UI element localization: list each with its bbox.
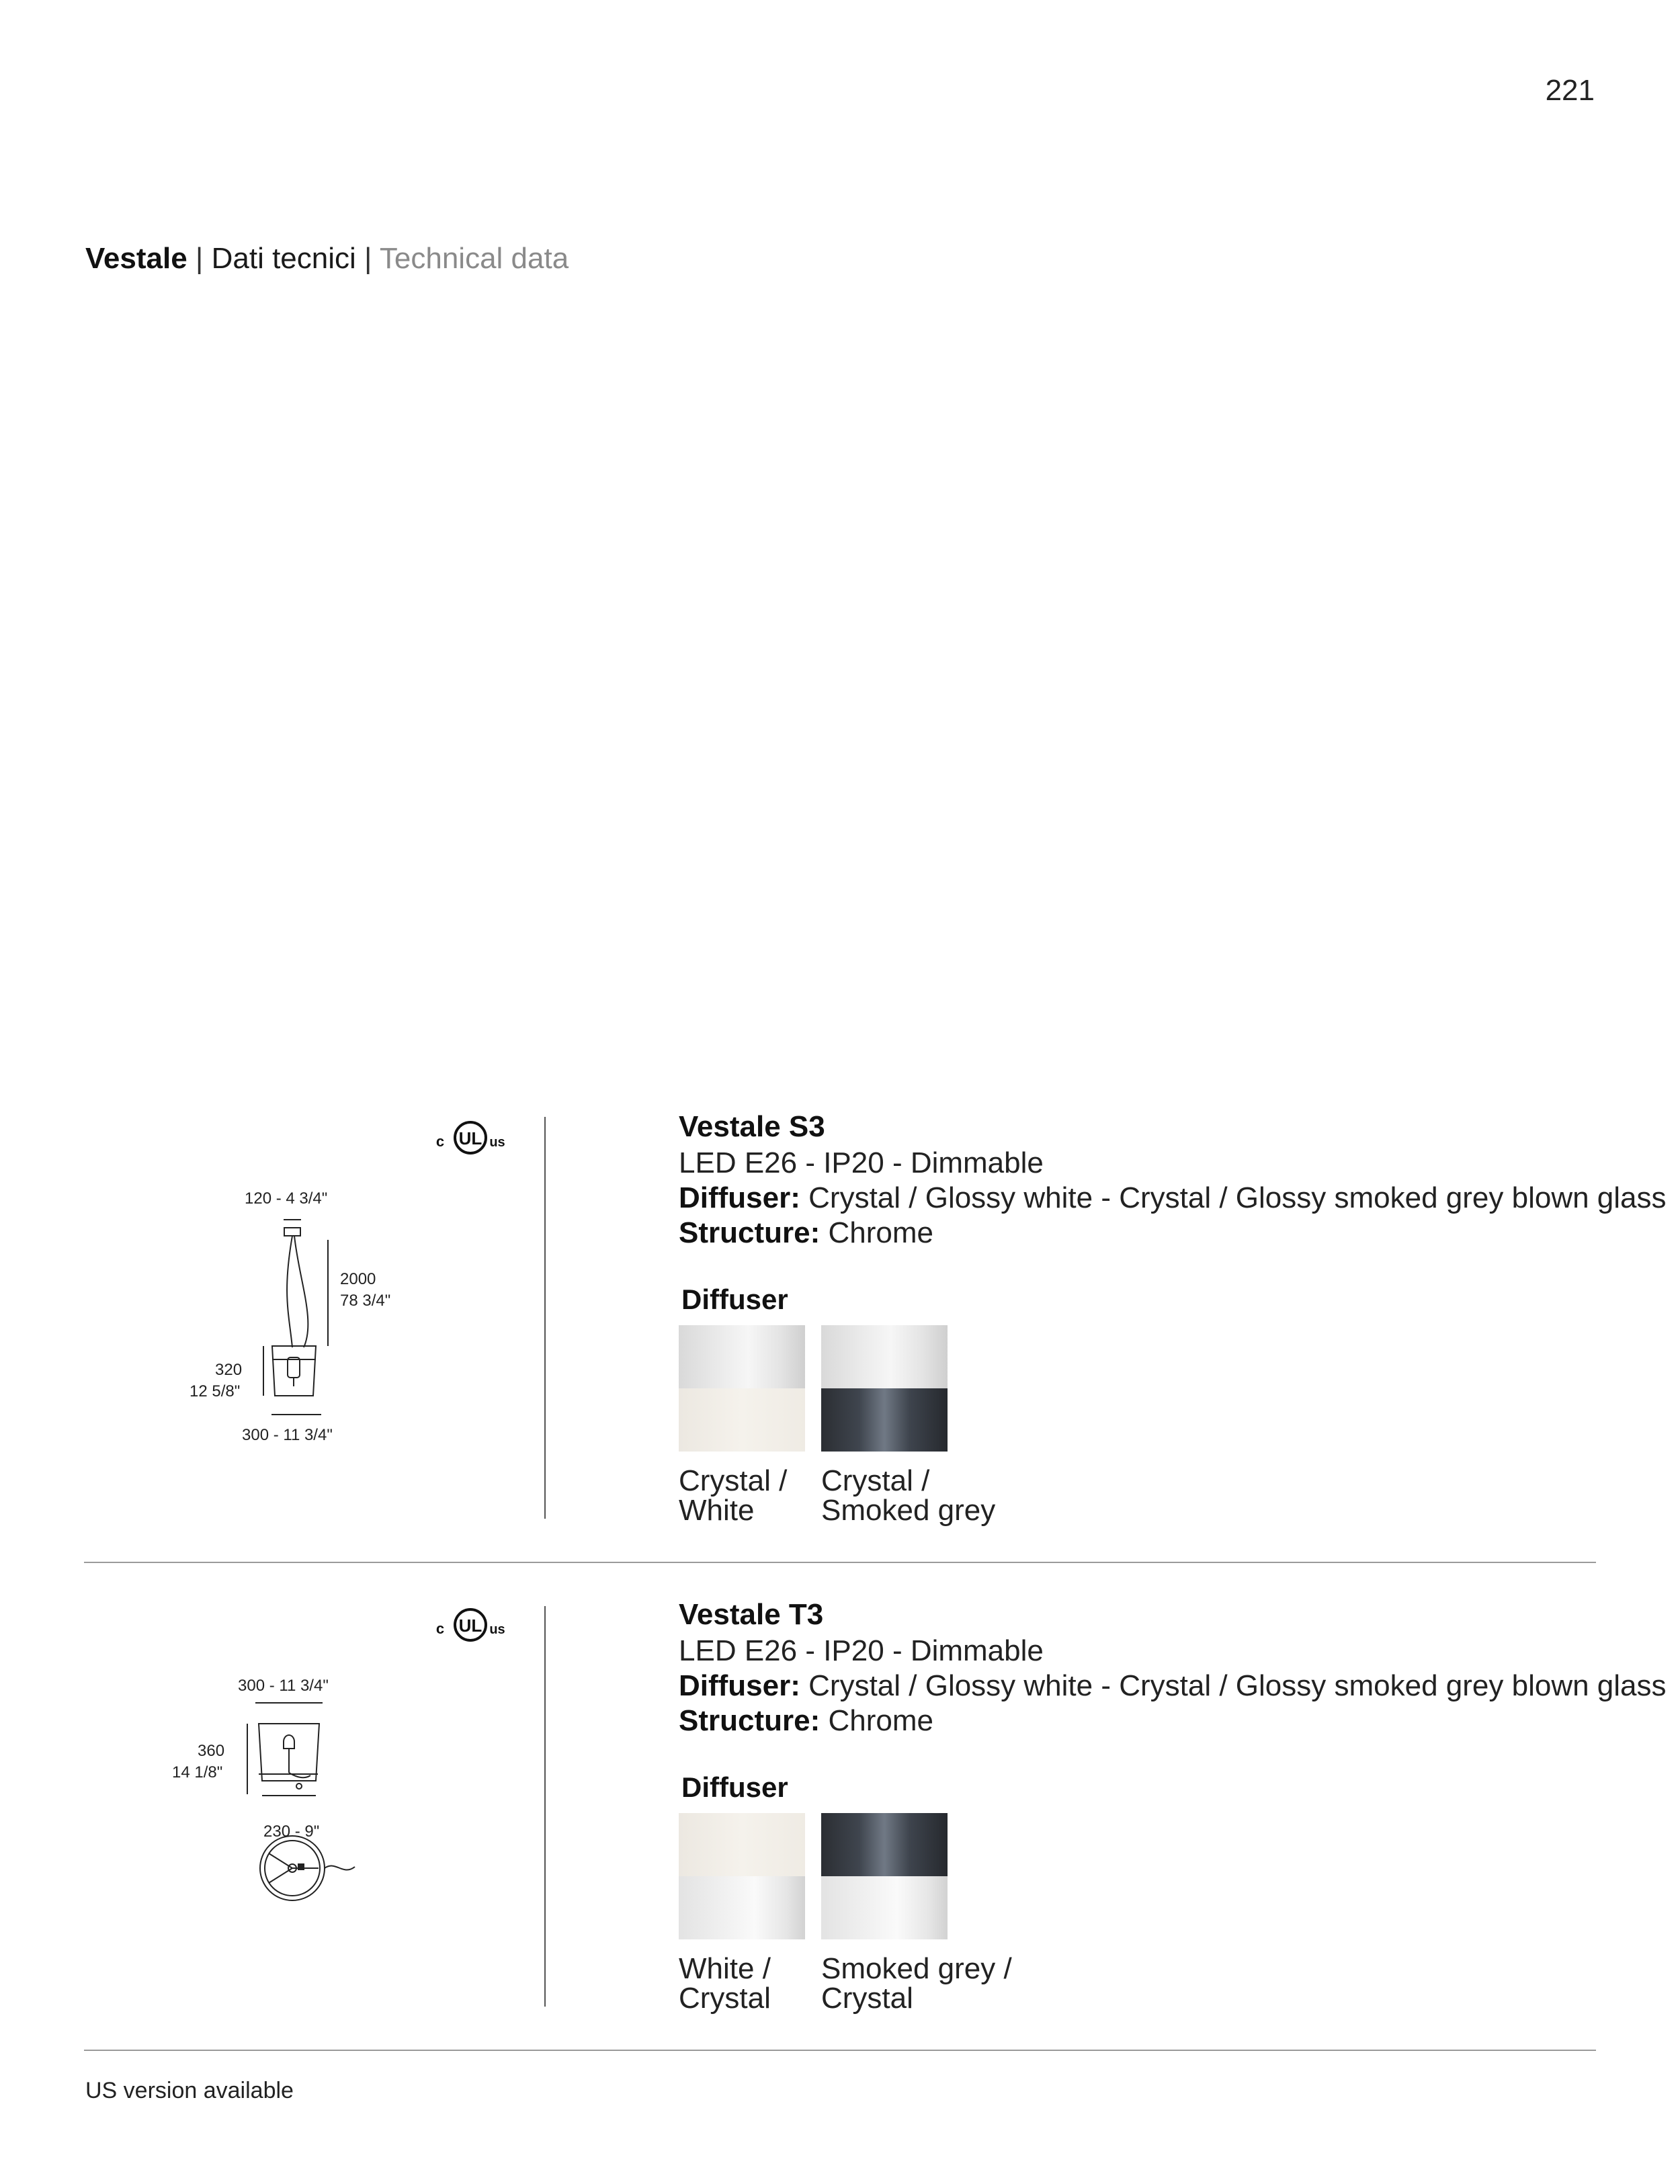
ul-mark-text: UL	[458, 1128, 482, 1148]
page-number: 221	[1545, 74, 1595, 107]
ul-mark-c: c	[435, 1133, 445, 1150]
section-divider	[84, 1562, 1596, 1563]
ul-certification-icon	[433, 1603, 507, 1647]
swatch-label-line1: Crystal /	[821, 1464, 930, 1497]
swatch-crystal-white	[679, 1325, 805, 1452]
dimension-height-mm: 320	[215, 1361, 243, 1379]
product-family-name: Vestale	[85, 242, 187, 275]
swatch-label-line1: Smoked grey /	[821, 1952, 1012, 1985]
structure-text: Chrome	[828, 1704, 933, 1737]
product-title: Vestale T3	[679, 1598, 824, 1631]
dimension-height-in: 12 5/8"	[190, 1382, 241, 1400]
dimension-height-mm: 360	[198, 1742, 225, 1760]
page-title	[85, 242, 569, 276]
product-diffuser-line	[679, 1180, 1667, 1216]
swatch-label	[821, 1466, 995, 1525]
swatch-white-crystal	[679, 1813, 805, 1939]
ul-mark-text: UL	[458, 1615, 482, 1636]
title-english: Technical data	[379, 242, 569, 275]
swatch-label-line2: White	[679, 1494, 755, 1527]
dimension-length-mm: 2000	[340, 1270, 376, 1288]
dimension-shade-width: 300 - 11 3/4"	[238, 1677, 329, 1695]
product-title: Vestale S3	[679, 1110, 825, 1143]
swatch-crystal-smoked-grey	[821, 1325, 948, 1452]
title-separator: |	[195, 242, 204, 275]
dimension-length-in: 78 3/4"	[340, 1292, 391, 1310]
swatch-label-line2: Crystal	[679, 1982, 771, 2015]
column-divider	[544, 1606, 546, 2007]
product-structure-line	[679, 1215, 933, 1251]
table-lamp-drawing	[228, 1700, 356, 1922]
product-spec: LED E26 - IP20 - Dimmable	[679, 1146, 1044, 1179]
product-diffuser-line	[679, 1668, 1667, 1704]
dimension-base-diameter: 230 - 9"	[263, 1822, 320, 1841]
swatch-label-line2: Smoked grey	[821, 1494, 996, 1527]
diffuser-text: Crystal / Glossy white - Crystal / Glossy smoked grey blown glass	[808, 1669, 1667, 1702]
dimension-height-in: 14 1/8"	[172, 1763, 223, 1781]
swatch-label	[679, 1954, 771, 2013]
diffuser-label: Diffuser:	[679, 1181, 800, 1214]
diffuser-heading: Diffuser	[681, 1284, 788, 1315]
swatch-label-line2: Crystal	[821, 1982, 913, 2015]
title-separator: |	[364, 242, 372, 275]
column-divider	[544, 1117, 546, 1519]
title-italian: Dati tecnici	[211, 242, 356, 275]
dimension-top-width: 120 - 4 3/4"	[245, 1189, 328, 1208]
structure-text: Chrome	[828, 1216, 933, 1249]
product-spec: LED E26 - IP20 - Dimmable	[679, 1634, 1044, 1667]
swatch-label	[821, 1954, 1012, 2013]
diffuser-heading: Diffuser	[681, 1771, 788, 1803]
structure-label: Structure:	[679, 1704, 821, 1737]
diffuser-text: Crystal / Glossy white - Crystal / Glossy smoked grey blown glass	[808, 1181, 1667, 1214]
suspension-lamp-drawing	[242, 1213, 349, 1428]
swatch-smoked-grey-crystal	[821, 1813, 948, 1939]
ul-mark-us: us	[489, 1622, 505, 1637]
product-structure-line	[679, 1703, 933, 1738]
ul-mark-c: c	[435, 1620, 445, 1637]
ul-mark-us: us	[489, 1135, 505, 1150]
diffuser-label: Diffuser:	[679, 1669, 800, 1702]
swatch-label-line1: White /	[679, 1952, 771, 1985]
ul-certification-icon	[433, 1116, 507, 1160]
footer-note: US version available	[85, 2078, 294, 2103]
structure-label: Structure:	[679, 1216, 821, 1249]
dimension-shade-width: 300 - 11 3/4"	[242, 1426, 333, 1444]
section-divider	[84, 2050, 1596, 2051]
swatch-label	[679, 1466, 787, 1525]
swatch-label-line1: Crystal /	[679, 1464, 788, 1497]
